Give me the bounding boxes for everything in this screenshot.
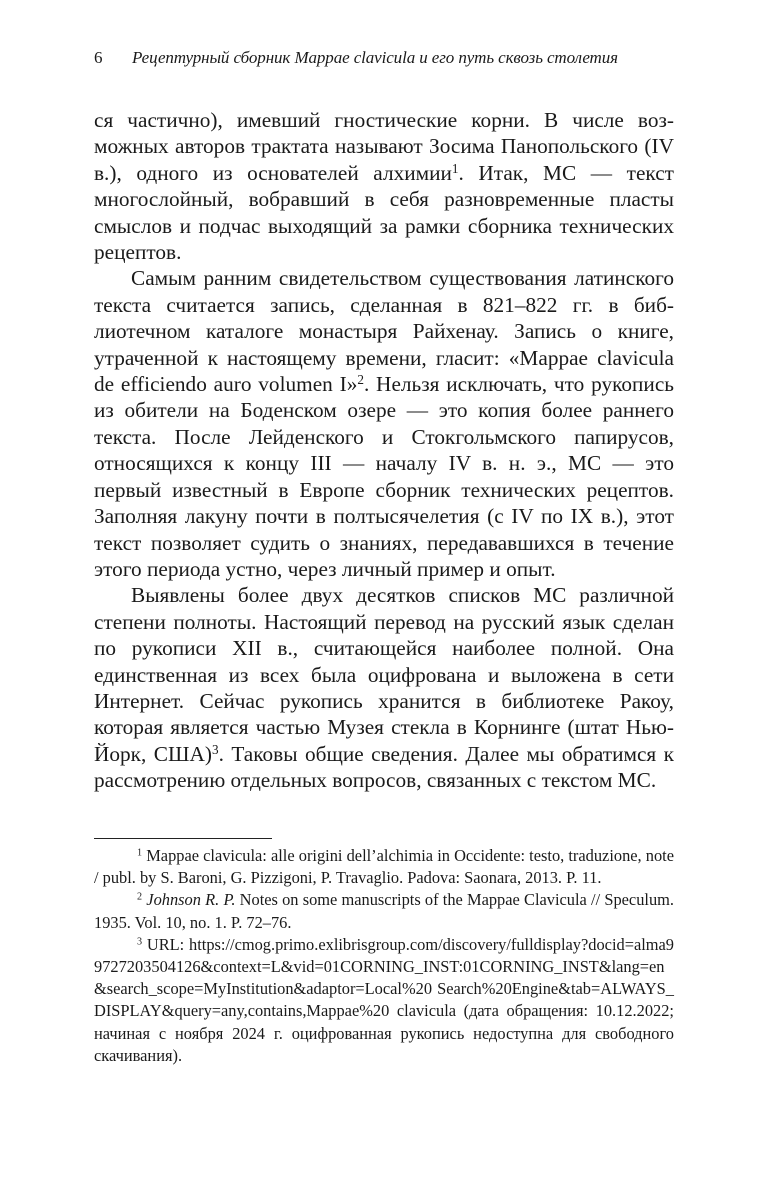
- footnote-url-prefix: URL:: [146, 934, 190, 954]
- footnote-mark: 3: [137, 936, 143, 948]
- footnote-ref-1[interactable]: 1: [451, 160, 459, 176]
- paragraph-text: . Итак, МС — текст многослойный, вобравший в себя разновременные пласты смыслов и подчас выходящий за рамки сборника технических рецептов.: [94, 160, 674, 265]
- running-head: [94, 46, 674, 70]
- paragraph-text: . Таковы общие сведения. Далее мы обратимся к рассмотрению отдельных вопросов, связанных с текстом МС.: [94, 741, 674, 793]
- footnote-author: Johnson R. P.: [146, 890, 236, 910]
- running-title: Рецептурный сборник Mappae clavicula и его путь сквозь столетия: [132, 48, 618, 67]
- footnote-text: Notes on some manuscripts of the Mappae Clavicula // Speculum. 1935. Vol. 10, no. 1. P. 72–76.: [94, 890, 674, 932]
- body-text: [94, 107, 674, 794]
- footnote-3: [94, 934, 674, 1067]
- footnote-1: [94, 845, 674, 889]
- footnote-divider: [94, 838, 272, 839]
- paragraph-text: ся частично), имевший гностические корни. В числе возможных авторов трактата называют Зосима Панопольского (IV в.), одного из основателей алхимии: [94, 108, 674, 185]
- footnote-ref-3[interactable]: 3: [211, 741, 219, 757]
- footnote-ref-2[interactable]: 2: [357, 371, 364, 387]
- paragraph-text: Самым ранним свидетельством существования латинского текста считается запись, сделанная в 821–822 гг. в библиотечном каталоге монастыря Райхенау. Запись о книге, утраченной к настоящему времени, гласит: «Mappae clavicula de efficiendo auro volumen I»: [94, 266, 674, 397]
- footnote-text: (дата обращения: 10.12.2022; начиная с ноября 2024 г. оцифрованная рукопись недоступна для свободного скачивания).: [94, 1001, 674, 1065]
- footnotes: [94, 845, 674, 1067]
- footnote-mark: 2: [137, 891, 143, 903]
- paragraph-text: Выявлены более двух десятков списков МС различной степени полноты. Настоящий перевод на русский язык сделан по рукописи XII в., считающейся наиболее полной. Она единственная из всех была оцифрована и выложена в сети Интернет. Сейчас рукопись хранится в библиотеке Ракоу, которая является частью Музея стекла в Корнинге (штат Нью-Йорк, США): [94, 583, 674, 766]
- book-page: [94, 46, 674, 1065]
- footnote-2: [94, 889, 674, 933]
- footnote-mark: 1: [137, 847, 143, 859]
- paragraph-2: [94, 265, 674, 582]
- paragraph-3: [94, 582, 674, 793]
- paragraph-1: [94, 107, 674, 265]
- footnote-url-link[interactable]: https://cmog.primo.exlibrisgroup.com/discovery/fulldisplay?docid=alma99727203504126&context=L&vid=01CORNING_INST:01CORNING_INST&lang=en&search_scope=MyInstitution&adaptor=Local%20 Search%20Engine&tab=ALWAYS_DISPLAY&query=any,contains,Mappae%20 clavicula: [94, 934, 674, 1021]
- footnote-text: Mappae clavicula: alle origini dell’alchimia in Occidente: testo, traduzione, note / publ. by S. Baroni, G. Pizzigoni, P. Travaglio. Padova: Saonara, 2013. P. 11.: [94, 846, 674, 888]
- paragraph-text: . Нельзя исключать, что рукопись из обители на Боденском озере — это копия более раннего текста. После Лейденского и Стокгольмского папирусов, относящихся к концу III — началу IV в. н. э., МС — это первый известный в Европе сборник технических рецептов. Заполняя лакуну почти в полтысячелетия (с IV по IX в.), этот текст позволяет судить о знаниях, передававшихся в течение этого периода устно, через личный пример и опыт.: [94, 372, 674, 581]
- page-number: 6: [94, 48, 103, 67]
